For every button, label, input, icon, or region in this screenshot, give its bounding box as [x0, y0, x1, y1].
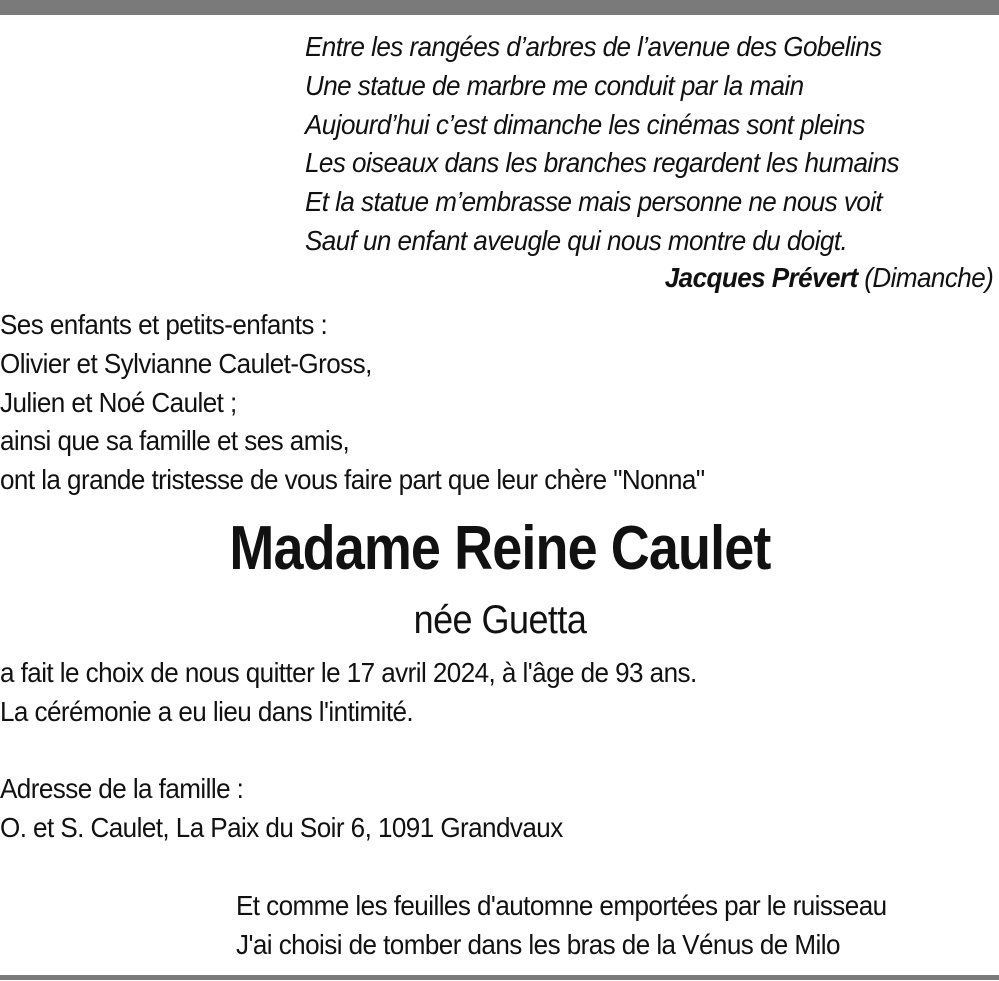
address-value: O. et S. Caulet, La Paix du Soir 6, 1091 Grandvaux: [0, 811, 563, 843]
family-line: Julien et Noé Caulet ;: [0, 386, 237, 418]
poem-work: (Dimanche): [863, 262, 993, 293]
maiden-name-row: [0, 597, 999, 643]
poem-line: Aujourd’hui c’est dimanche les cinémas sont pleins: [305, 108, 865, 140]
address-label: Adresse de la famille :: [0, 773, 244, 804]
maiden-name: née Guetta: [413, 598, 586, 642]
deceased-name-row: [0, 511, 999, 587]
deceased-name: Madame Reine Caulet: [228, 514, 771, 583]
family-line: Ses enfants et petits-enfants :: [0, 309, 328, 340]
poem-line: Une statue de marbre me conduit par la main: [305, 69, 804, 101]
closing-quote: [236, 887, 936, 965]
closing-line: Et comme les feuilles d'automne emportées par le ruisseau: [236, 890, 887, 921]
family-line: Olivier et Sylvianne Caulet-Gross,: [0, 347, 372, 379]
poem-quote: [305, 28, 995, 261]
poem-line: Sauf un enfant aveugle qui nous montre du doigt.: [305, 224, 848, 256]
bottom-border: [0, 975, 999, 980]
top-border: [0, 0, 999, 15]
family-address: [0, 770, 605, 848]
notice-line: La cérémonie a eu lieu dans l'intimité.: [0, 695, 414, 727]
poem-author: Jacques Prévert: [664, 262, 858, 293]
family-line: ainsi que sa famille et ses amis,: [0, 425, 350, 457]
family-announcement: [0, 306, 758, 500]
death-notice: [0, 654, 749, 732]
poem-line: Les oiseaux dans les branches regardent les humains: [305, 147, 899, 179]
family-line: ont la grande tristesse de vous faire part que leur chère "Nonna": [0, 464, 705, 496]
closing-line: J'ai choisi de tomber dans les bras de la Vénus de Milo: [236, 928, 840, 960]
poem-line: Entre les rangées d’arbres de l’avenue des Gobelins: [305, 31, 882, 62]
poem-line: Et la statue m’embrasse mais personne ne nous voit: [305, 186, 883, 218]
poem-attribution: [664, 259, 993, 297]
notice-line: a fait le choix de nous quitter le 17 avril 2024, à l'âge de 93 ans.: [0, 657, 697, 688]
